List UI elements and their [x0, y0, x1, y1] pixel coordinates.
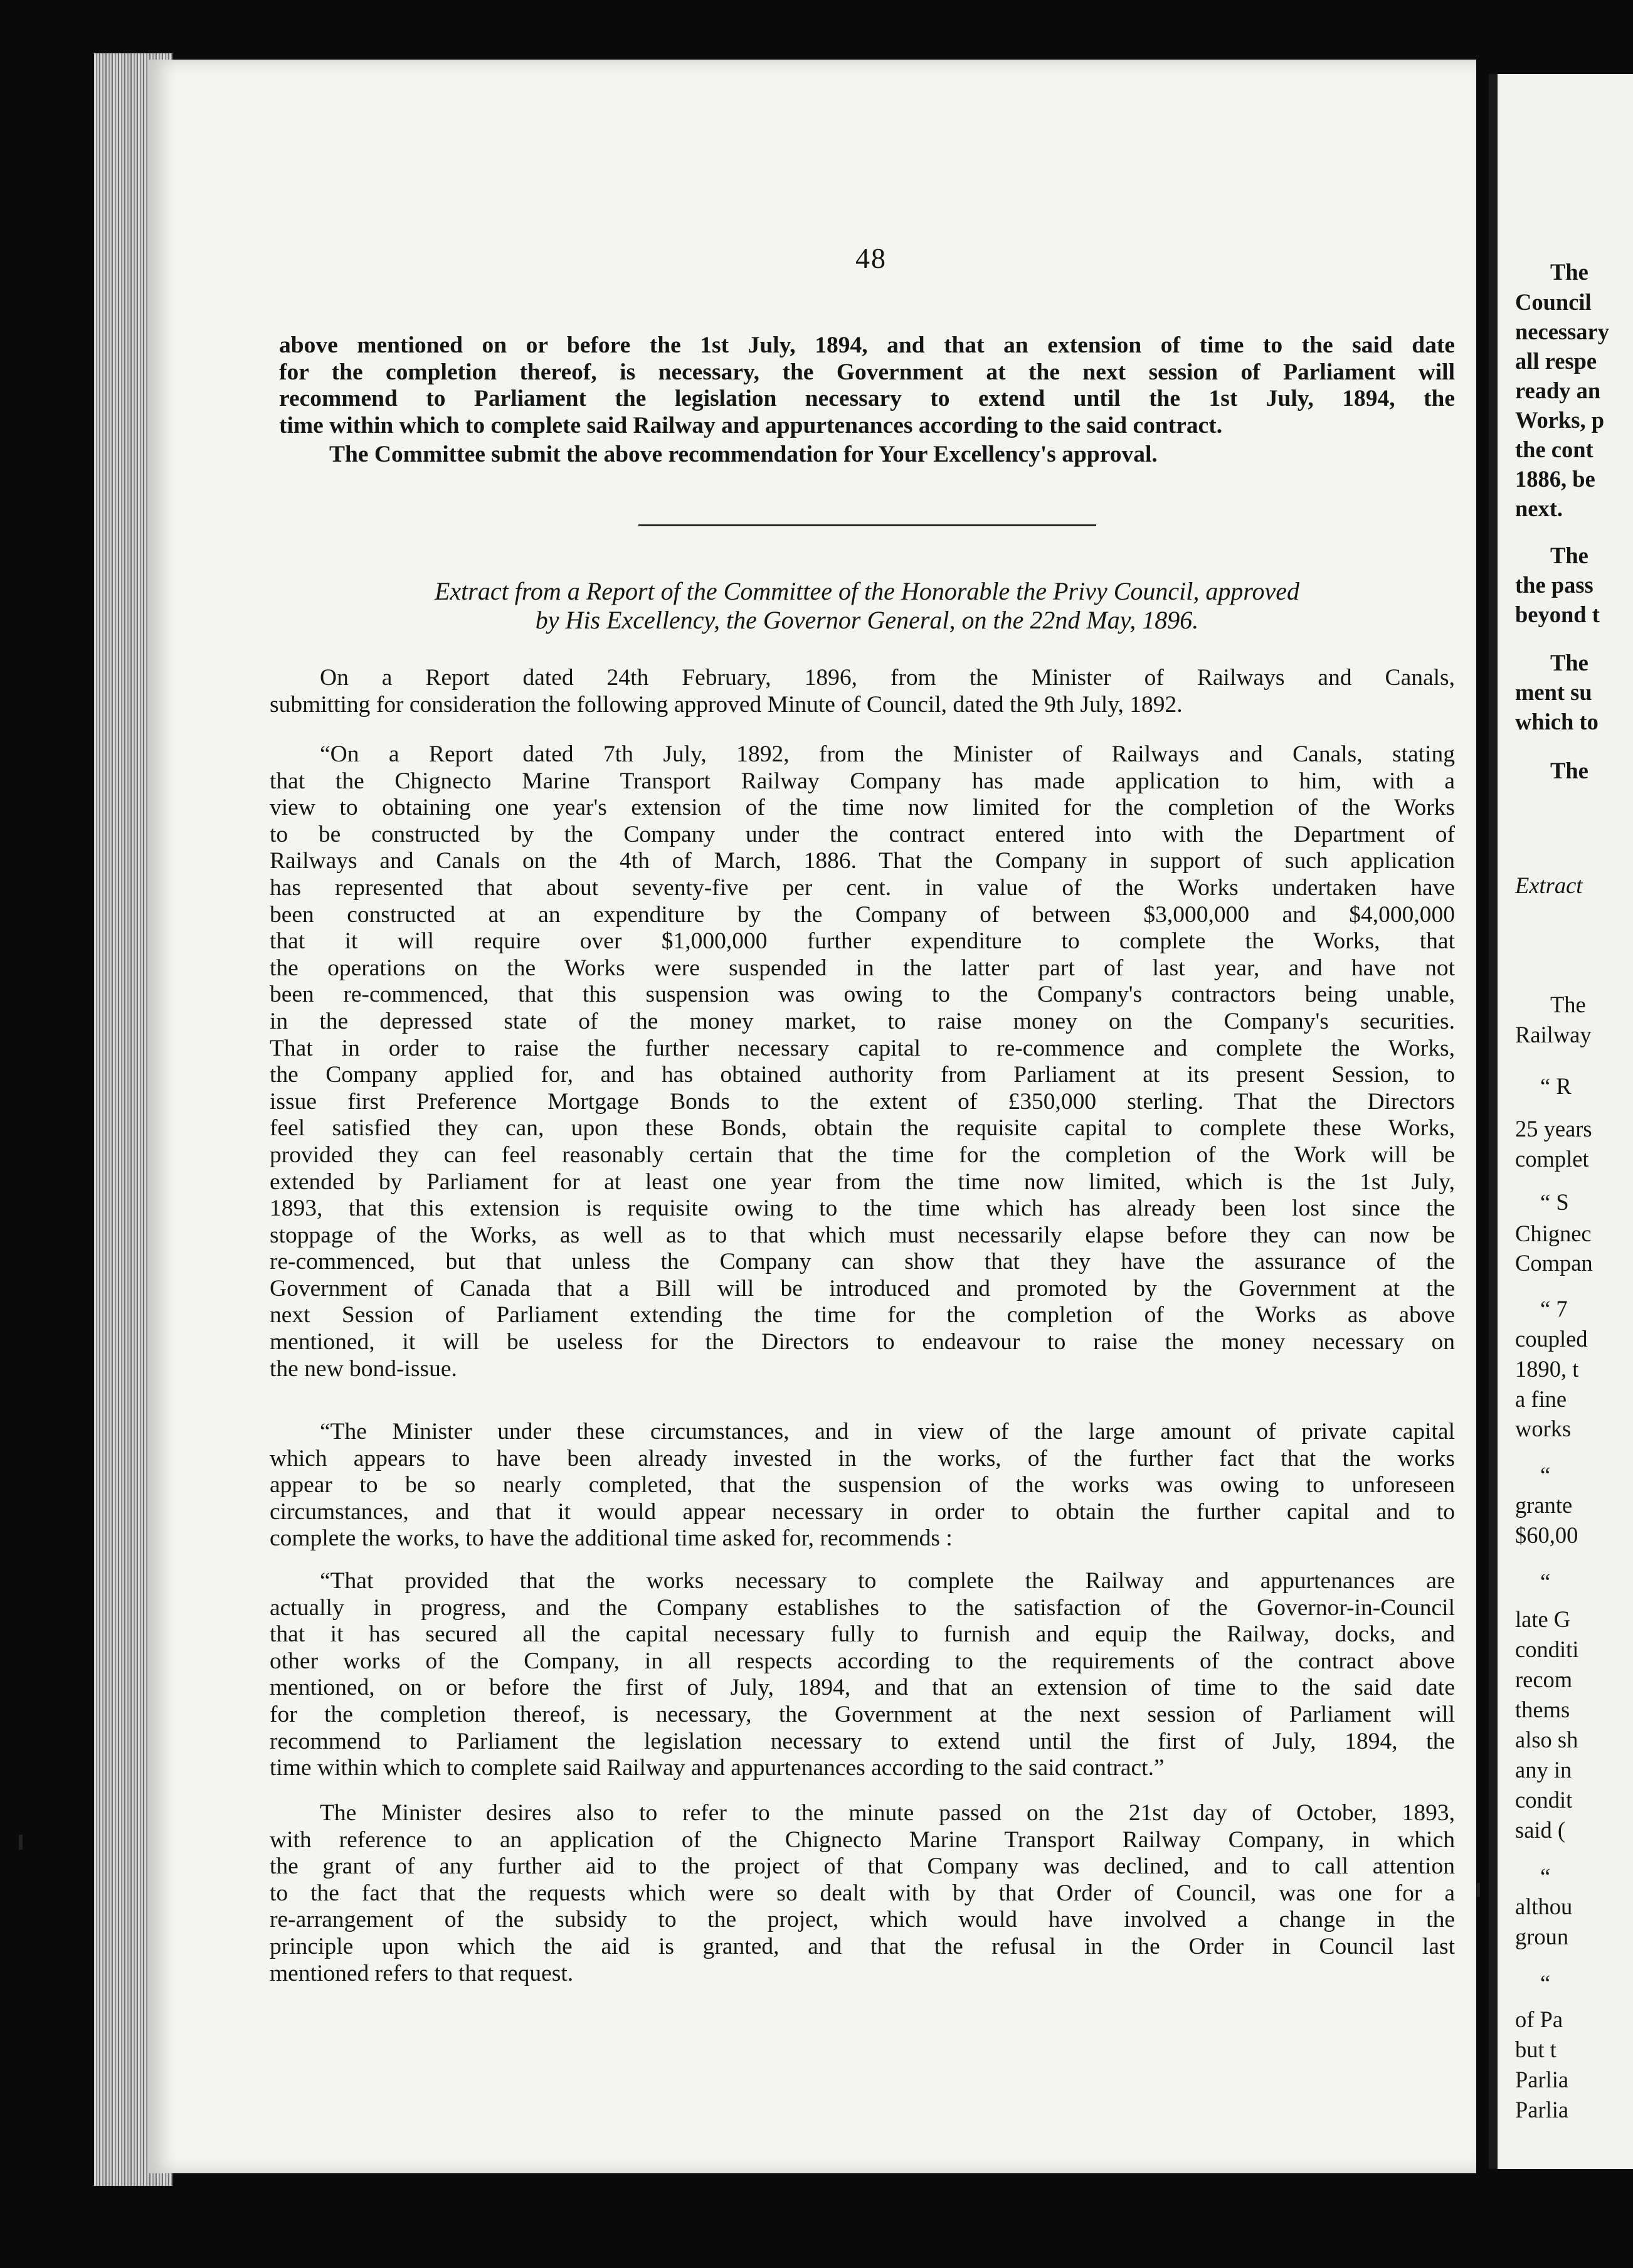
- text-line: That in order to raise the further necessary capital to re-commence and complete the Works,: [270, 1035, 1455, 1061]
- text-line: “That provided that the works necessary to complete the Railway and appurtenances are: [320, 1568, 1455, 1594]
- text-line: extended by Parliament for at least one year from the time now limited, which is the 1st July,: [270, 1168, 1455, 1195]
- facing-page-line: works: [1515, 1416, 1572, 1441]
- facing-page-line: “: [1540, 1462, 1551, 1488]
- text-line: mentioned, on or before the first of July, 1894, and that an extension of time to the said date: [270, 1675, 1455, 1701]
- text-line: has represented that about seventy-five per cent. in value of the Works undertaken have: [270, 874, 1455, 901]
- paragraph-minute: [270, 741, 1455, 1382]
- text-line: next Session of Parliament extending the time for the completion of the Works as above: [270, 1302, 1455, 1328]
- text-line: complete the works, to have the additional time asked for, recommends :: [270, 1525, 953, 1552]
- text-line: actually in progress, and the Company establishes to the satisfaction of the Governor-in-Council: [270, 1594, 1455, 1621]
- facing-page-line: althou: [1515, 1894, 1573, 1919]
- text-line: that it will require over $1,000,000 further expenditure to complete the Works, that: [270, 928, 1455, 955]
- page-number: 48: [855, 242, 887, 274]
- facing-page-line: The: [1550, 758, 1588, 783]
- facing-page-line: The: [1550, 259, 1588, 285]
- text-line: in the depressed state of the money market, to raise money on the Company's securities.: [270, 1008, 1455, 1034]
- text-line: with reference to an application of the Chignecto Marine Transport Railway Company, in which: [270, 1826, 1455, 1853]
- text-line: other works of the Company, in all respects according to the requirements of the contract above: [270, 1648, 1455, 1674]
- facing-page-line: thems: [1515, 1697, 1570, 1722]
- facing-page-line: any in: [1515, 1757, 1572, 1783]
- facing-page-line: the cont: [1515, 437, 1593, 462]
- facing-page-line: “ 7: [1540, 1296, 1568, 1322]
- facing-page-line: ready an: [1515, 378, 1601, 403]
- text-line: provided they can feel reasonably certain that the time for the completion of the Work will be: [270, 1142, 1455, 1168]
- extract-heading: [279, 577, 1455, 635]
- text-line: to be constructed by the Company under the contract entered into with the Department of: [270, 821, 1455, 847]
- paragraph-report: [270, 665, 1455, 718]
- facing-page-line: complet: [1515, 1146, 1589, 1172]
- text-line: the grant of any further aid to the project of that Company was declined, and to call attention: [270, 1853, 1455, 1880]
- paragraph-minister: [270, 1419, 1455, 1552]
- facing-page-line: “: [1540, 1569, 1551, 1594]
- committee-line: [279, 442, 1455, 469]
- facing-page-line: said (: [1515, 1817, 1566, 1843]
- text-line: to the fact that the requests which were so dealt with by that Order of Council, was one for a: [270, 1880, 1455, 1906]
- facing-page-line: ment su: [1515, 679, 1592, 705]
- facing-page-line: “: [1540, 1863, 1551, 1889]
- facing-page-line: The: [1550, 650, 1588, 676]
- facing-page-line: The: [1550, 992, 1586, 1017]
- facing-page-line: “ S: [1540, 1189, 1569, 1215]
- facing-page-line: Compan: [1515, 1250, 1593, 1276]
- text-line: The Minister desires also to refer to the minute passed on the 21st day of October, 1893,: [320, 1800, 1455, 1826]
- text-line: recommend to Parliament the legislation necessary to extend until the first of July, 1894, the: [270, 1728, 1455, 1754]
- facing-page-line: Parlia: [1515, 2097, 1569, 2122]
- text-line: The Committee submit the above recommendation for Your Excellency's approval.: [329, 442, 1158, 467]
- text-line: issue first Preference Mortgage Bonds to the extent of £350,000 sterling. That the Directors: [270, 1088, 1455, 1115]
- text-line: time within which to complete said Railway and appurtenances according to the said contract.: [279, 412, 1223, 438]
- facing-page-line: coupled: [1515, 1326, 1588, 1352]
- heading-line: Extract from a Report of the Committee of the Honorable the Privy Council, approved: [434, 577, 1299, 605]
- facing-page-line: a fine: [1515, 1386, 1567, 1412]
- facing-page-line: necessary: [1515, 319, 1610, 344]
- facing-page-line: Extract: [1515, 872, 1583, 898]
- text-line: that it has secured all the capital necessary fully to furnish and equip the Railway, docks, and: [270, 1621, 1455, 1648]
- text-line: recommend to Parliament the legislation necessary to extend until the 1st July, 1894, the: [279, 386, 1455, 412]
- facing-page-line: Works, p: [1515, 407, 1604, 433]
- text-line: mentioned refers to that request.: [270, 1960, 574, 1986]
- scan-mark: [19, 1835, 23, 1850]
- facing-page: [1489, 74, 1633, 2169]
- text-line: the Company applied for, and has obtained authority from Parliament at its present Session, to: [270, 1062, 1455, 1088]
- facing-page-line: $60,00: [1515, 1522, 1578, 1548]
- paragraph-refusal: [270, 1800, 1455, 1987]
- text-line: that the Chignecto Marine Transport Railway Company has made application to him, with a: [270, 768, 1455, 794]
- text-line: for the completion thereof, is necessary, the Government at the next session of Parliament will: [270, 1701, 1455, 1727]
- facing-page-line: Council: [1515, 289, 1592, 315]
- facing-page-line: conditi: [1515, 1636, 1579, 1662]
- facing-page-line: all respe: [1515, 348, 1597, 374]
- section-divider: [638, 524, 1096, 526]
- text-line: feel satisfied they can, upon these Bonds, obtain the requisite capital to complete these Works,: [270, 1115, 1455, 1142]
- facing-page-line: 25 years: [1515, 1116, 1592, 1142]
- text-line: the new bond-issue.: [270, 1355, 457, 1382]
- facing-page-line: “: [1540, 1970, 1551, 1996]
- text-line: “The Minister under these circumstances, and in view of the large amount of private capital: [320, 1419, 1455, 1444]
- text-line: been constructed at an expenditure by the Company of between $3,000,000 and $4,000,000: [270, 901, 1455, 928]
- facing-page-line: 1890, t: [1515, 1356, 1579, 1382]
- text-line: view to obtaining one year's extension of the time now limited for the completion of the Works: [270, 795, 1455, 821]
- text-line: On a Report dated 24th February, 1896, from the Minister of Railways and Canals,: [320, 665, 1455, 691]
- facing-page-line: Railway: [1515, 1022, 1592, 1047]
- facing-page-line: Chignec: [1515, 1221, 1592, 1246]
- text-line: appear to be so nearly completed, that the suspension of the works was owing to unforeseen: [270, 1472, 1455, 1498]
- text-line: Government of Canada that a Bill will be introduced and promoted by the Government at the: [270, 1275, 1455, 1301]
- facing-page-line: the pass: [1515, 572, 1593, 598]
- text-line: submitting for consideration the following approved Minute of Council, dated the 9th July, 1892.: [270, 691, 1183, 718]
- facing-page-line: also sh: [1515, 1727, 1578, 1752]
- text-line: stoppage of the Works, as well as to that which must necessarily elapse before they can now be: [270, 1222, 1455, 1248]
- facing-page-line: beyond t: [1515, 601, 1600, 627]
- facing-page-line: 1886, be: [1515, 466, 1595, 492]
- text-line: Railways and Canals on the 4th of March, 1886. That the Company in support of such application: [270, 848, 1455, 874]
- text-line: principle upon which the aid is granted, and that the refusal in the Order in Council last: [270, 1933, 1455, 1959]
- heading-line: by His Excellency, the Governor General, on the 22nd May, 1896.: [535, 606, 1199, 634]
- scan-mark: [1477, 1883, 1480, 1897]
- facing-page-line: next.: [1515, 495, 1563, 521]
- text-line: circumstances, and that it would appear necessary in order to obtain the further capital and to: [270, 1498, 1455, 1525]
- text-line: re-commenced, but that unless the Company can show that they have the assurance of the: [270, 1249, 1455, 1275]
- text-line: re-arrangement of the subsidy to the project, which would have involved a change in the: [270, 1907, 1455, 1933]
- text-line: time within which to complete said Railway and appurtenances according to the said contract.”: [270, 1755, 1165, 1781]
- text-line: “On a Report dated 7th July, 1892, from the Minister of Railways and Canals, stating: [320, 741, 1455, 767]
- text-line: above mentioned on or before the 1st July, 1894, and that an extension of time to the said date: [279, 332, 1455, 358]
- facing-page-line: but t: [1515, 2037, 1556, 2062]
- top-paragraph: [279, 332, 1455, 439]
- facing-page-line: of Pa: [1515, 2006, 1563, 2032]
- facing-page-line: “ R: [1540, 1073, 1572, 1099]
- facing-page-line: groun: [1515, 1924, 1569, 1949]
- paragraph-recommendation: [270, 1568, 1455, 1782]
- text-line: 1893, that this extension is requisite owing to the time which has already been lost since the: [270, 1195, 1455, 1222]
- text-line: the operations on the Works were suspended in the latter part of last year, and have not: [270, 955, 1455, 981]
- facing-page-line: recom: [1515, 1667, 1573, 1692]
- text-line: which appears to have been already invested in the works, of the further fact that the works: [270, 1445, 1455, 1471]
- facing-page-line: The: [1550, 543, 1588, 568]
- text-line: for the completion thereof, is necessary, the Government at the next session of Parliament will: [279, 359, 1455, 385]
- facing-page-line: condit: [1515, 1787, 1573, 1813]
- text-line: been re-commenced, that this suspension was owing to the Company's contractors being unable,: [270, 982, 1455, 1008]
- facing-page-line: grante: [1515, 1492, 1573, 1518]
- text-line: mentioned, it will be useless for the Directors to endeavour to raise the money necessary on: [270, 1329, 1455, 1355]
- facing-page-line: late G: [1515, 1606, 1571, 1632]
- facing-page-line: which to: [1515, 709, 1599, 734]
- facing-page-line: Parlia: [1515, 2067, 1569, 2092]
